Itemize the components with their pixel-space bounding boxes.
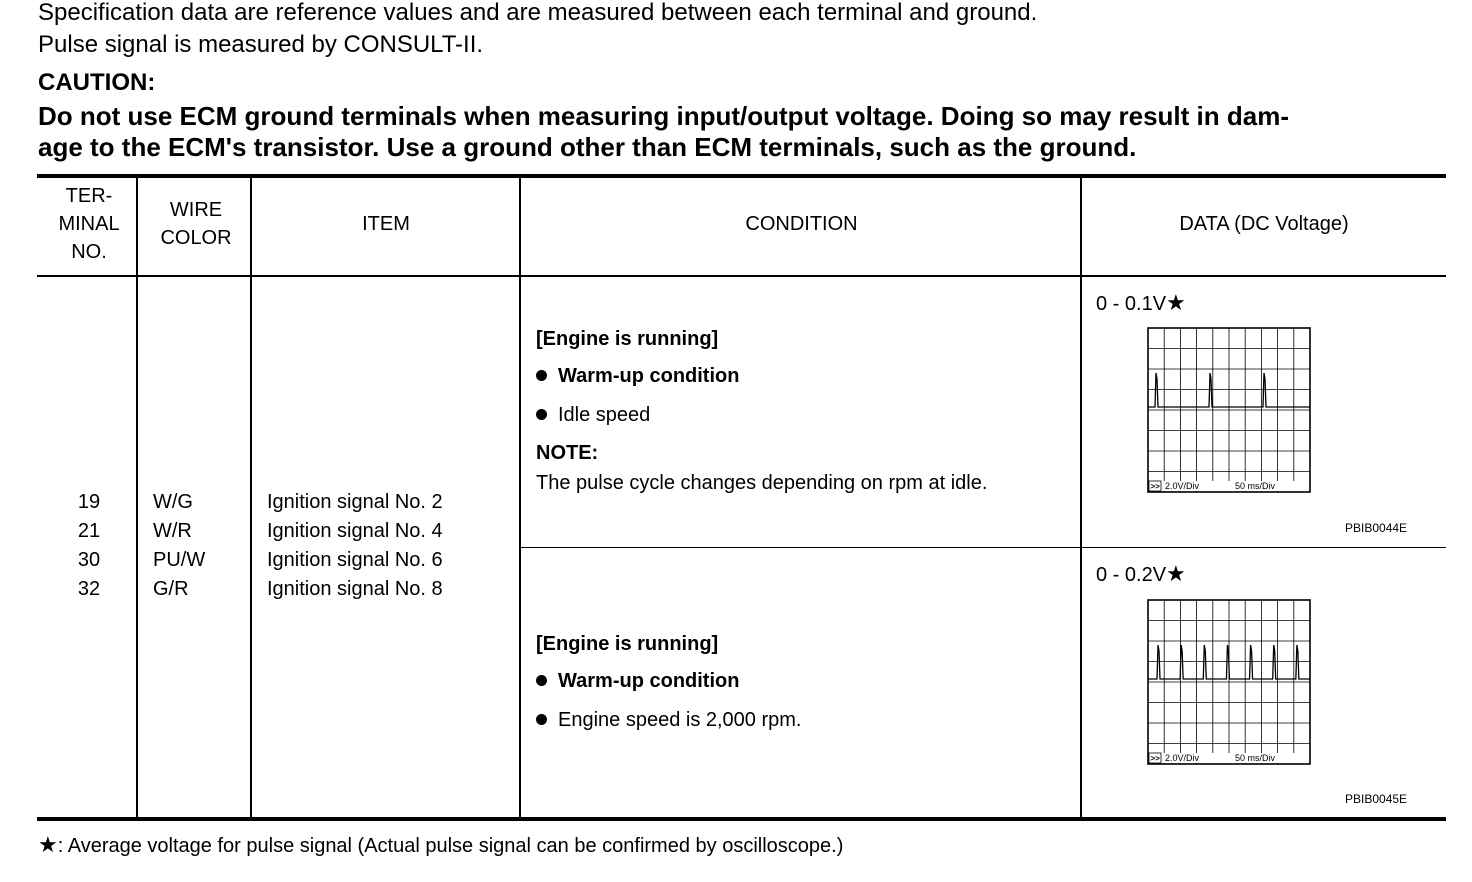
- intro-line-1: Specification data are reference values and are measured between each terminal and ground.: [38, 0, 1038, 26]
- bullet-icon: [536, 409, 547, 420]
- scope-volts-per-div: 2.0V/Div: [1165, 481, 1200, 491]
- scope-time-per-div: 50 ms/Div: [1235, 481, 1276, 491]
- item-name: Ignition signal No. 2: [267, 491, 443, 513]
- caution-title: CAUTION:: [38, 69, 156, 96]
- row-divider: [520, 547, 1446, 548]
- scope-time-per-div: 50 ms/Div: [1235, 753, 1276, 763]
- star-icon: ★: [1166, 561, 1186, 586]
- terminal-number: 32: [77, 578, 101, 600]
- header-bottom-rule: [37, 275, 1446, 277]
- row2-bullet-warmup: [536, 669, 739, 693]
- row1-voltage: [1096, 291, 1186, 316]
- table-top-rule: [37, 174, 1446, 178]
- row1-bullet-idle-text: Idle speed: [558, 404, 651, 426]
- col-divider-4: [1080, 178, 1082, 817]
- bullet-icon: [536, 714, 547, 725]
- row1-bullet-idle: [536, 403, 650, 427]
- row2-voltage: [1096, 562, 1186, 587]
- star-icon: ★: [38, 832, 58, 857]
- header-terminal-line-2: MINAL: [58, 213, 120, 235]
- header-terminal-line-1: TER-: [65, 185, 113, 207]
- table-bottom-rule: [37, 817, 1446, 821]
- wire-color-list: [153, 488, 205, 604]
- header-wire-color: [140, 196, 252, 252]
- row2-figure-code: PBIB0045E: [1345, 792, 1408, 806]
- row2-bullet-speed: [536, 708, 802, 732]
- row2-bullet-warmup-text: Warm-up condition: [558, 670, 740, 692]
- item-name: Ignition signal No. 4: [267, 520, 443, 542]
- scope-arrow-label: >>: [1150, 754, 1160, 763]
- scope-arrow-label: >>: [1150, 482, 1160, 491]
- row1-figure-code: PBIB0044E: [1345, 521, 1408, 535]
- row1-state: [Engine is running]: [536, 328, 719, 350]
- intro-line-2: Pulse signal is measured by CONSULT-II.: [38, 31, 484, 58]
- caution-line-2: age to the ECM's transistor. Use a ground other than ECM terminals, such as the ground.: [38, 132, 1137, 162]
- oscilloscope-waveform-idle: [1142, 325, 1318, 511]
- header-condition: CONDITION: [745, 213, 858, 235]
- terminal-number: 30: [77, 549, 101, 571]
- header-terminal-no: [40, 182, 138, 266]
- row2-voltage-value: 0 - 0.2V: [1096, 564, 1167, 586]
- row2-bullet-speed-text: Engine speed is 2,000 rpm.: [558, 709, 802, 731]
- header-data: DATA (DC Voltage): [1179, 213, 1349, 235]
- col-divider-2: [250, 178, 252, 817]
- header-wire-line-1: WIRE: [169, 199, 223, 221]
- footnote-text: : Average voltage for pulse signal (Actual pulse signal can be confirmed by oscilloscope.): [57, 835, 844, 857]
- row1-note-title: NOTE:: [536, 442, 599, 464]
- scope-volts-per-div: 2.0V/Div: [1165, 753, 1200, 763]
- item-name: Ignition signal No. 8: [267, 578, 443, 600]
- item-name: Ignition signal No. 6: [267, 549, 443, 571]
- bullet-icon: [536, 370, 547, 381]
- terminal-list: [40, 488, 138, 604]
- row1-note-text: The pulse cycle changes depending on rpm at idle.: [536, 472, 988, 494]
- terminal-number: 19: [77, 491, 101, 513]
- header-item: ITEM: [362, 213, 410, 235]
- wire-color: W/G: [153, 491, 193, 513]
- header-terminal-line-3: NO.: [71, 241, 107, 263]
- row1-bullet-warmup: [536, 364, 739, 388]
- row1-voltage-value: 0 - 0.1V: [1096, 293, 1167, 315]
- item-list: [267, 488, 443, 604]
- bullet-icon: [536, 675, 547, 686]
- caution-line-1: Do not use ECM ground terminals when measuring input/output voltage. Doing so may result in dam-: [38, 101, 1289, 131]
- oscilloscope-waveform-2000rpm: [1142, 597, 1318, 783]
- row2-state: [Engine is running]: [536, 633, 719, 655]
- wire-color: W/R: [153, 520, 192, 542]
- star-icon: ★: [1166, 290, 1186, 315]
- header-wire-line-2: COLOR: [160, 227, 232, 249]
- terminal-number: 21: [77, 520, 101, 542]
- row1-bullet-warmup-text: Warm-up condition: [558, 365, 740, 387]
- wire-color: PU/W: [153, 549, 206, 571]
- col-divider-3: [519, 178, 521, 817]
- wire-color: G/R: [153, 578, 189, 600]
- footnote: [38, 832, 843, 859]
